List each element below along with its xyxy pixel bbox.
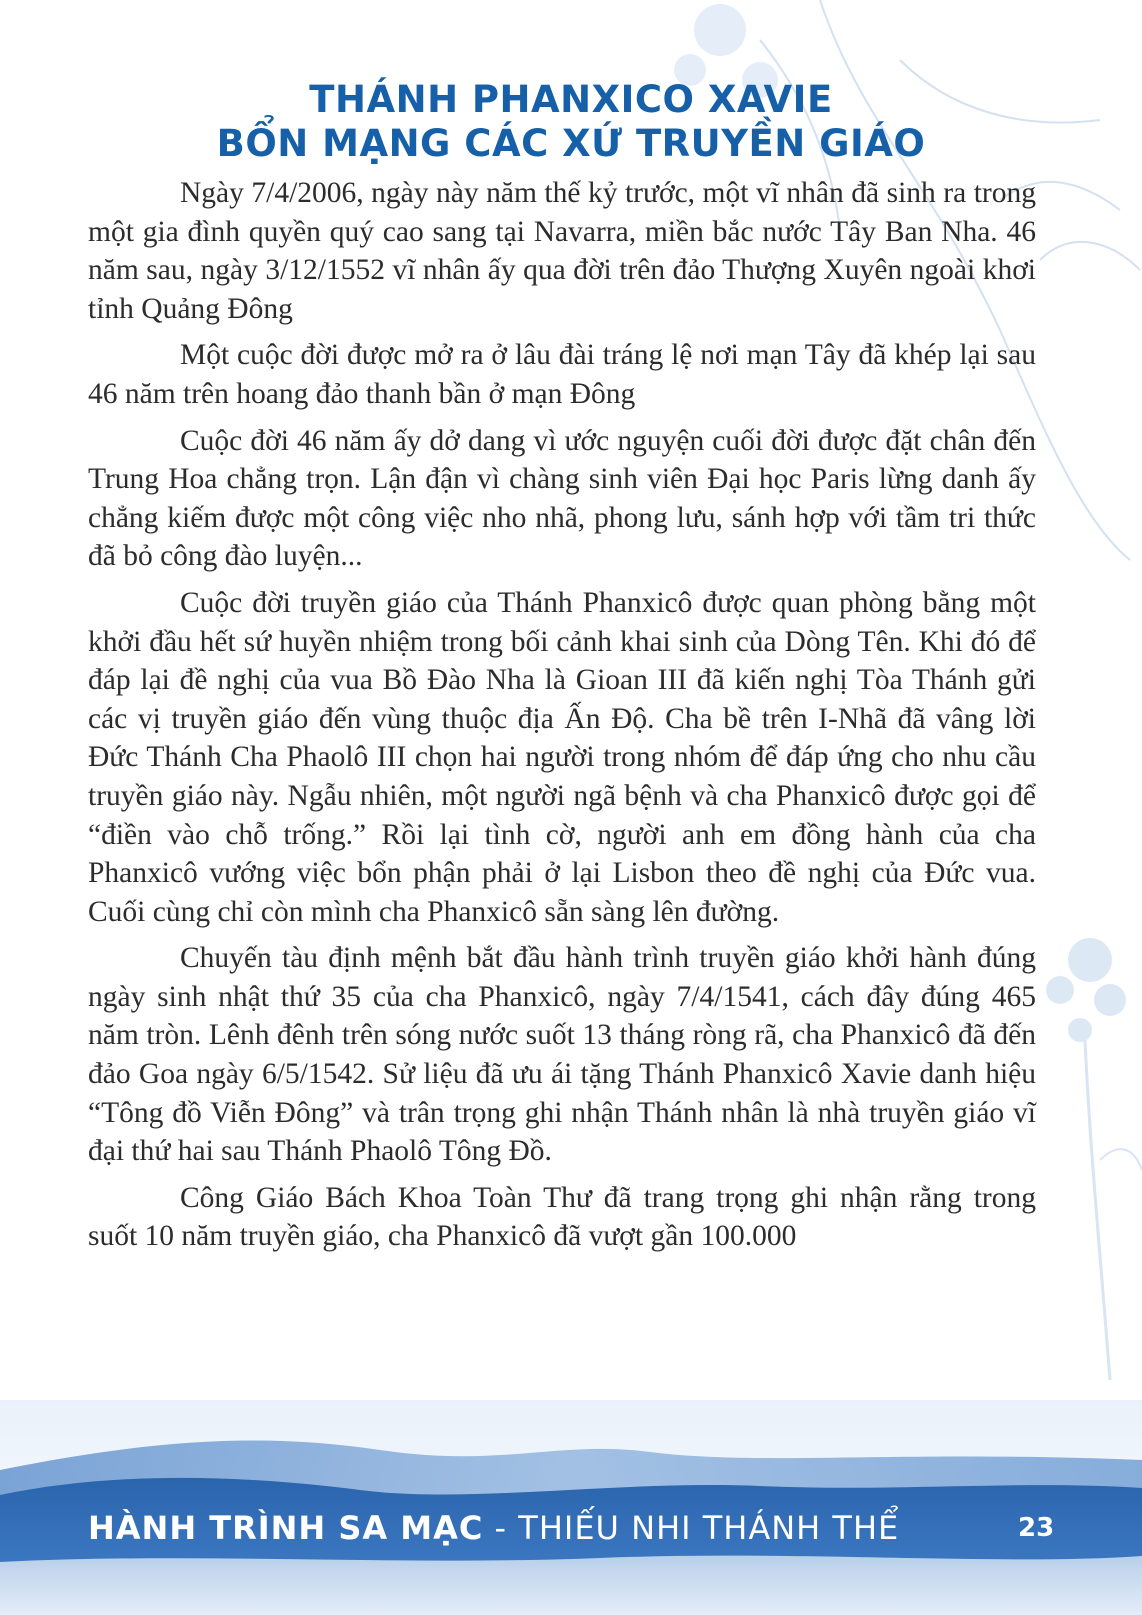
title-line-2: BỔN MẠNG CÁC XỨ TRUYỀN GIÁO [216,122,926,165]
paragraph: Cuộc đời 46 năm ấy dở dang vì ước nguyện cuối đời được đặt chân đến Trung Hoa chẳng trọn. Lận đận vì chàng sinh viên Đại học Paris lừng danh ấy chẳng kiếm được một công việc nho nhã, phong lưu, sánh hợp với tầm tri thức đã bỏ công đào luyện... [88,424,1036,573]
page-number: 23 [1018,1513,1055,1543]
paragraph: Công Giáo Bách Khoa Toàn Thư đã trang trọng ghi nhận rằng trong suốt 10 năm truyền giáo, cha Phanxicô đã vượt gần 100.000 [88,1181,1036,1253]
paragraph: Chuyến tàu định mệnh bắt đầu hành trình truyền giáo khởi hành đúng ngày sinh nhật thứ 35 của cha Phanxicô, ngày 7/4/1541, cách đây đúng 465 năm tròn. Lênh đênh trên sóng nước suốt 13 tháng ròng rã, cha Phanxicô đã đến đảo Goa ngày 6/5/1542. Sử liệu đã ưu ái tặng Thánh Phanxicô Xavie danh hiệu “Tông đồ Viễn Đông” và trân trọng ghi nhận Thánh nhân là nhà truyền giáo vĩ đại thứ hai sau Thánh Phaolô Tông Đồ. [88,942,1036,1168]
floral-watermark-right [1046,938,1142,1380]
title-line-1: THÁNH PHANXICO XAVIE [309,78,833,121]
article-body [88,174,1036,1264]
page-footer [0,1506,1142,1556]
footer-separator: - [483,1509,519,1547]
paragraph: Một cuộc đời được mở ra ở lâu đài tráng lệ nơi mạn Tây đã khép lại sau 46 năm trên hoang đảo thanh bần ở mạn Đông [88,339,1036,410]
paragraph: Cuộc đời truyền giáo của Thánh Phanxicô được quan phòng bằng một khởi đầu hết sứ huyền nhiệm trong bối cảnh khai sinh của Dòng Tên. Khi đó để đáp lại đề nghị của vua Bồ Đào Nha là Gioan III đã kiến nghị Tòa Thánh gửi các vị truyền giáo đến vùng thuộc địa Ấn Độ. Cha bề trên I-Nhã đã vâng lời Đức Thánh Cha Phaolô III chọn hai người trong nhóm để đáp ứng cho nhu cầu truyền giáo này. Ngẫu nhiên, một người ngã bệnh và cha Phanxicô được gọi để “điền vào chỗ trống.” Rồi lại tình cờ, người anh em đồng hành của cha Phanxicô vướng việc bổn phận phải ở lại Lisbon theo đề nghị của Đức vua. Cuối cùng chỉ còn mình cha Phanxicô sẵn sàng lên đường. [88,586,1036,928]
footer-title-light: THIẾU NHI THÁNH THỂ [518,1509,900,1547]
page-title [0,78,1142,166]
footer-title-bold: HÀNH TRÌNH SA MẠC [88,1509,484,1547]
paragraph: Ngày 7/4/2006, ngày này năm thế kỷ trước, một vĩ nhân đã sinh ra trong một gia đình quyền quý cao sang tại Navarra, miền bắc nước Tây Ban Nha. 46 năm sau, ngày 3/12/1552 vĩ nhân ấy qua đời trên đảo Thượng Xuyên ngoài khơi tỉnh Quảng Đông [88,177,1036,325]
footer-title [88,1506,899,1550]
